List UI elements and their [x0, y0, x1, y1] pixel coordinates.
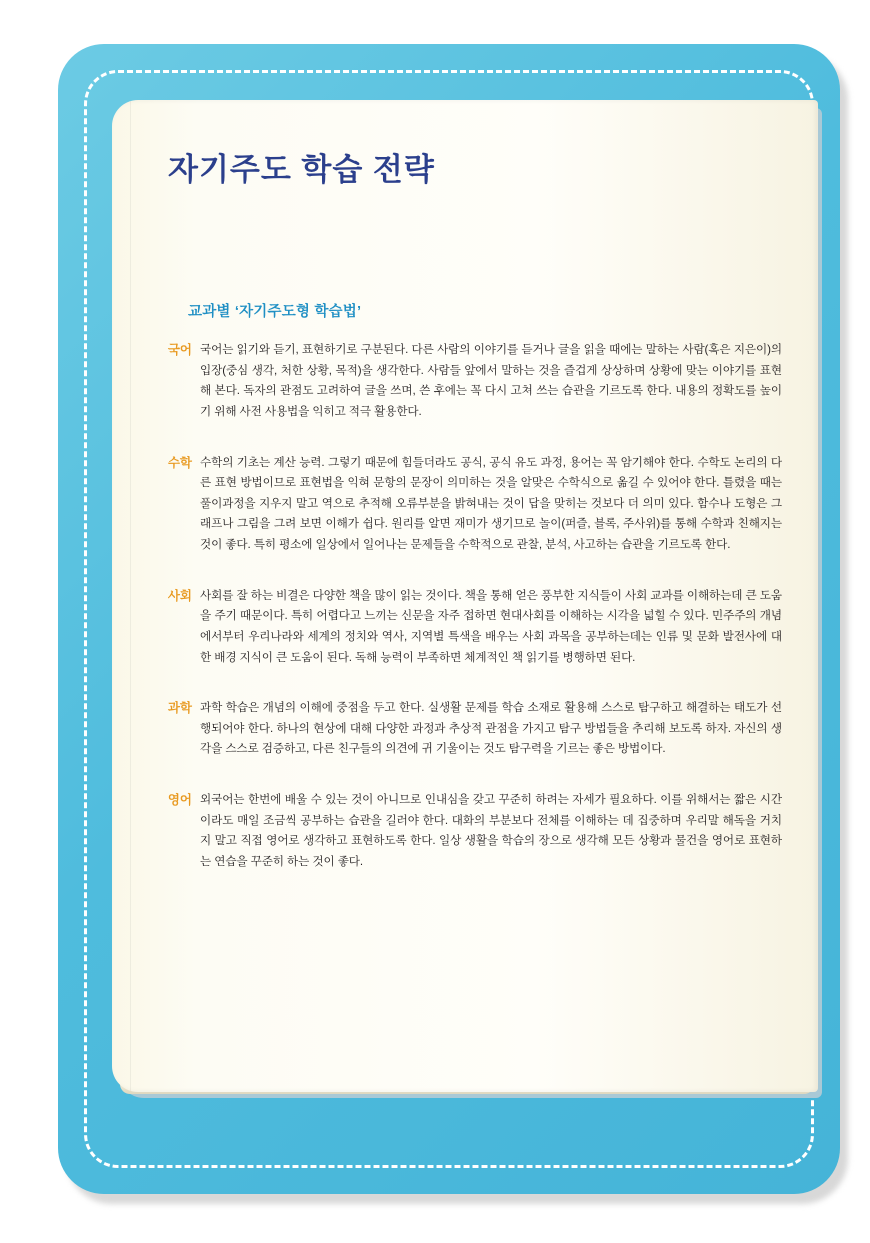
list-item	[142, 698, 788, 760]
subject-text-math: 수학의 기초는 계산 능력. 그렇기 때문에 힘들더라도 공식, 공식 유도 과정, 용어는 꼭 암기해야 한다. 수학도 논리의 다른 표현 방법이므로 표현법을 익혀 문항의 문장이 의미하는 것을 알맞은 수학식으로 옮길 수 있어야 한다. 틀렸을 때는 풀이과정을 지우지 말고 역으로 추적해 오류부분을 밝혀내는 것이 답을 맞히는 것보다 더 의미 있다. 함수나 도형은 그래프나 그림을 그려 보면 이해가 쉽다. 원리를 알면 재미가 생기므로 놀이(퍼즐, 블록, 주사위)를 통해 수학과 친해지는 것이 좋다. 특히 평소에 일상에서 일어나는 문제들을 수학적으로 관찰, 분석, 사고하는 습관을 기르도록 한다.	[200, 455, 782, 551]
subject-label-math: 수학	[167, 455, 192, 470]
subject-list	[142, 340, 788, 903]
subject-label-english: 영어	[167, 793, 192, 807]
subject-label-science: 과학	[167, 701, 192, 716]
paper-sheet	[112, 100, 818, 1092]
subject-text-science: 과학 학습은 개념의 이해에 중점을 두고 한다. 실생활 문제를 학습 소재로 활용해 스스로 탐구하고 해결하는 태도가 선행되어야 한다. 하나의 현상에 대해 다양한 과정과 추상적 관점을 가지고 탐구 방법들을 추리해 보도록 하자. 자신의 생각을 스스로 검증하고, 다른 친구들의 의견에 귀 기울이는 것도 탐구력을 기르는 좋은 방법이다.	[200, 701, 782, 756]
section-heading: 교과별 ‘자기주도형 학습법’	[188, 304, 362, 320]
subject-text-social: 사회를 잘 하는 비결은 다양한 책을 많이 읽는 것이다. 책을 통해 얻은 풍부한 지식들이 사회 교과를 이해하는데 큰 도움을 주기 때문이다. 특히 어렵다고 느끼는 신문을 자주 접하면 현대사회를 이해하는 시각을 넓힐 수 있다. 민주주의 개념에서부터 우리나라와 세계의 정치와 역사, 지역별 특색을 배우는 사회 과목을 공부하는데는 인류 및 문화 발전사에 대한 배경 지식이 큰 도움이 된다. 독해 능력이 부족하면 체계적인 책 읽기를 병행하면 된다.	[200, 588, 783, 664]
subject-text-english: 외국어는 한번에 배울 수 있는 것이 아니므로 인내심을 갖고 꾸준히 하려는 자세가 필요하다. 이를 위해서는 짧은 시간이라도 매일 조금씩 공부하는 습관을 길러야 한다. 대화의 부분보다 전체를 이해하는 데 집중하며 우리말 해독을 거치지 말고 직접 영어로 생각하고 표현하도록 한다. 일상 생활을 학습의 장으로 생각해 모든 상황과 물건을 영어로 표현하는 연습을 꾸준히 하는 것이 좋다.	[200, 793, 782, 868]
document-content	[112, 100, 818, 1092]
list-item	[142, 790, 788, 873]
list-item	[142, 453, 788, 556]
list-item	[142, 586, 788, 669]
subject-label-korean: 국어	[167, 343, 192, 357]
subject-text-korean: 국어는 읽기와 듣기, 표현하기로 구분된다. 다른 사람의 이야기를 듣거나 글을 읽을 때에는 말하는 사람(혹은 지은이)의 입장(중심 생각, 처한 상황, 목적)을 생각한다. 사람들 앞에서 말하는 것을 즐겁게 상상하며 상황에 맞는 이야기를 표현해 본다. 독자의 관점도 고려하여 글을 쓰며, 쓴 후에는 꼭 다시 고쳐 쓰는 습관을 기르도록 한다. 내용의 정확도를 높이기 위해 사전 사용법을 익히고 적극 활용한다.	[200, 343, 782, 418]
list-item	[142, 340, 788, 423]
page-title: 자기주도 학습 전략	[168, 152, 435, 187]
subject-label-social: 사회	[167, 588, 192, 603]
